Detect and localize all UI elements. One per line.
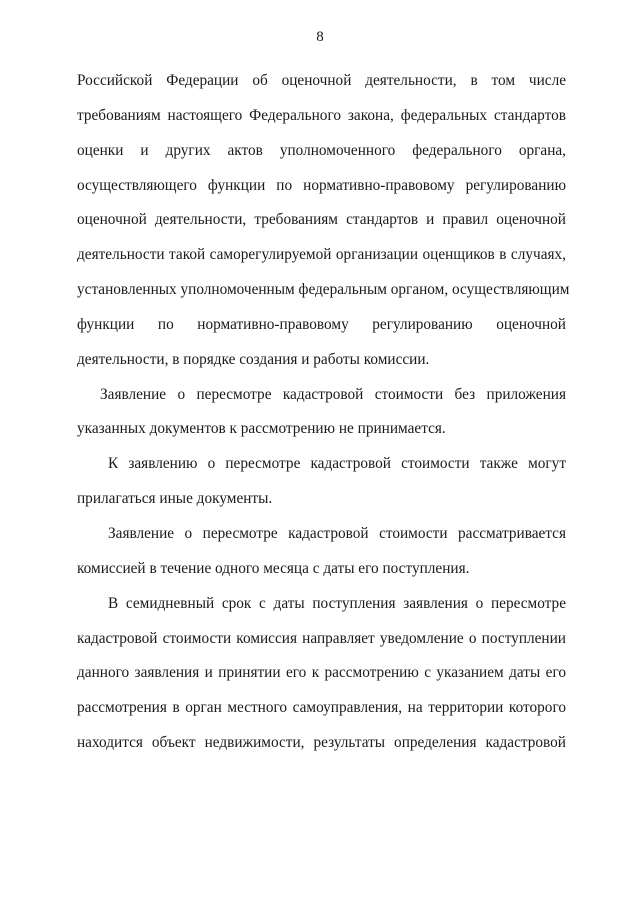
text-line: рассмотрения в орган местного самоуправления, на территории которого xyxy=(77,699,566,717)
text-line: кадастровой стоимости комиссия направляет уведомление о поступлении xyxy=(77,629,566,647)
paragraph-3 xyxy=(77,447,566,517)
text-line: функции по нормативно-правовому регулированию оценочной xyxy=(77,315,566,333)
text-line: прилагаться иные документы. xyxy=(77,490,273,508)
text-line: находится объект недвижимости, результаты определения кадастровой xyxy=(77,734,566,752)
text-line: требованиям настоящего Федерального закона, федеральных стандартов xyxy=(77,106,566,124)
text-line: установленных уполномоченным федеральным органом, осуществляющим xyxy=(77,281,570,299)
text-line: оценочной деятельности, требованиям стандартов и правил оценочной xyxy=(77,211,566,229)
text-line: Заявление о пересмотре кадастровой стоимости рассматривается xyxy=(108,524,566,542)
page-number: 8 xyxy=(316,29,324,45)
text-line: Российской Федерации об оценочной деятельности, в том числе xyxy=(77,72,566,89)
text-line: деятельности такой саморегулируемой организации оценщиков в случаях, xyxy=(77,246,566,264)
text-line: осуществляющего функции по нормативно-правовому регулированию xyxy=(77,176,566,194)
text-line: указанных документов к рассмотрению не принимается. xyxy=(77,420,446,438)
paragraph-5 xyxy=(77,587,566,761)
paragraph-2 xyxy=(77,378,566,448)
text-line: Заявление о пересмотре кадастровой стоимости без приложения xyxy=(100,385,566,403)
paragraph-1 xyxy=(77,64,570,378)
text-line: данного заявления и принятии его к рассмотрению с указанием даты его xyxy=(77,664,566,682)
text-line: деятельности, в порядке создания и работы комиссии. xyxy=(77,350,430,368)
text-line: оценки и других актов уполномоченного федерального органа, xyxy=(77,141,566,159)
paragraph-4 xyxy=(77,517,566,587)
text-line: В семидневный срок с даты поступления заявления о пересмотре xyxy=(108,594,566,612)
text-line: К заявлению о пересмотре кадастровой стоимости также могут xyxy=(108,455,566,473)
text-line: комиссией в течение одного месяца с даты его поступления. xyxy=(77,559,470,577)
document-body xyxy=(77,64,570,761)
